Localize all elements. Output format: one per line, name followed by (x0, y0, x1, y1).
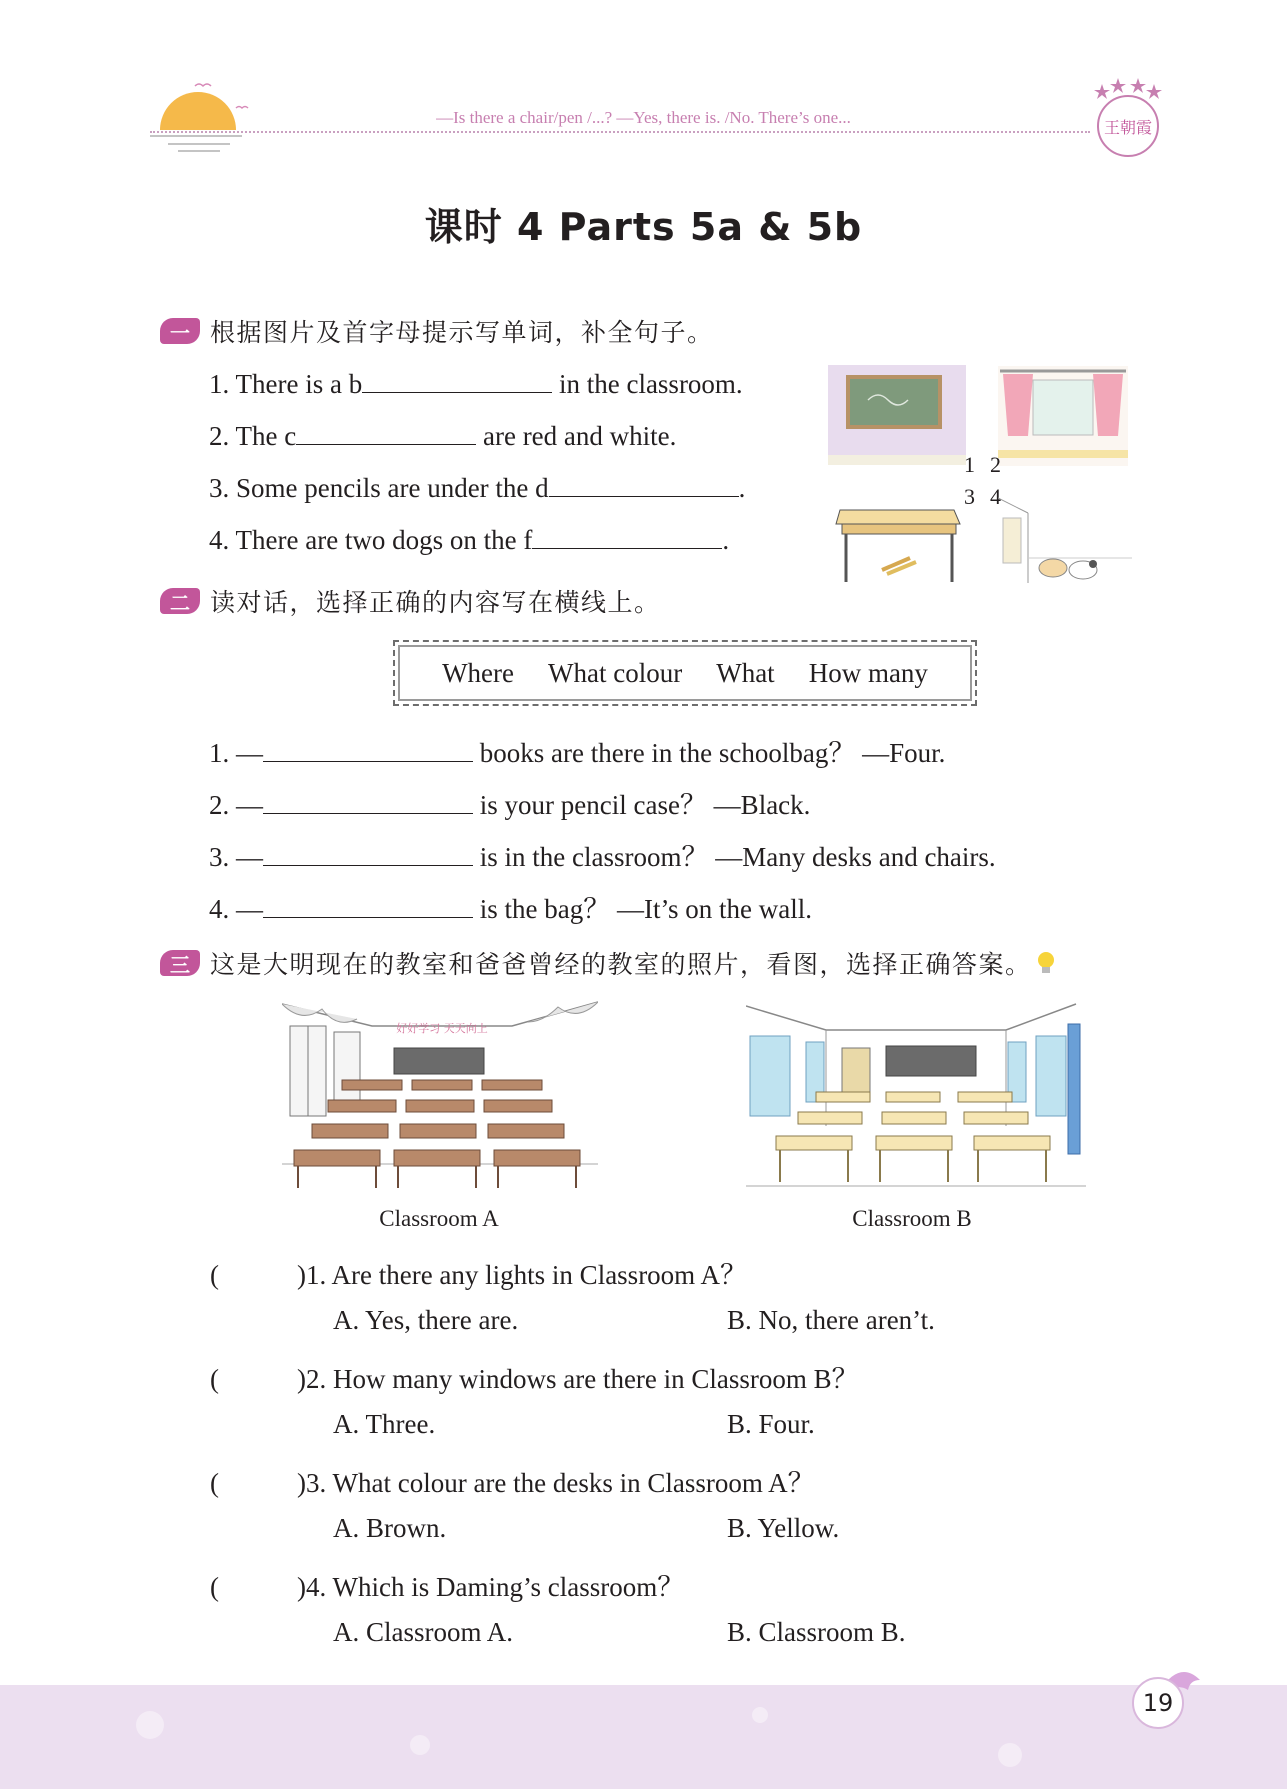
s2-item-2: 2. — is your pencil case？ —Black. (209, 783, 810, 822)
s3-q2-option-b[interactable]: B. Four. (727, 1409, 815, 1439)
s2-item-3: 3. — is in the classroom？ —Many desks and chairs. (209, 835, 996, 874)
section2-title: 读对话，选择正确的内容写在横线上。 (210, 588, 661, 617)
s2-blank-3[interactable] (263, 839, 473, 866)
word-bank-item-4: How many (808, 657, 928, 688)
header-text: —Is there a chair/pen /...? —Yes, there is. /No. There’s one... (436, 108, 851, 127)
s1-blank-4[interactable] (532, 522, 722, 549)
lightbulb-icon (1034, 950, 1058, 976)
word-bank-item-3: What (716, 657, 775, 688)
picture-desk (832, 490, 962, 590)
s3-answer-slot-3[interactable] (219, 1466, 297, 1492)
publisher-logo (1088, 76, 1168, 166)
s2-item-4: 4. — is the bag？ —It’s on the wall. (209, 887, 812, 926)
s3-question-3: ( )3. What colour are the desks in Classroom A？ (210, 1468, 815, 1498)
picture-dogs-on-floor (998, 488, 1132, 592)
classroom-a-picture (282, 996, 598, 1192)
word-bank (393, 640, 977, 706)
s2-blank-4[interactable] (263, 891, 473, 918)
page-number: 19 (1132, 1677, 1184, 1729)
s1-item-4: 4. There are two dogs on the f . (209, 522, 729, 556)
section3-badge: 三 (160, 950, 200, 976)
pic-num-3: 3 (964, 484, 975, 509)
word-bank-item-1: Where (442, 657, 515, 688)
section1-heading (160, 314, 714, 348)
picture-curtains (998, 366, 1128, 466)
caption-classroom-b: Classroom B (852, 1206, 972, 1231)
s3-answer-slot-1[interactable] (219, 1258, 297, 1284)
classroom-b-picture (746, 996, 1086, 1192)
s3-q3-option-a[interactable]: A. Brown. (333, 1513, 447, 1543)
s3-question-1: ( )1. Are there any lights in Classroom A？ (210, 1260, 747, 1290)
s3-answer-slot-4[interactable] (219, 1570, 297, 1596)
s3-answer-slot-2[interactable] (219, 1362, 297, 1388)
s1-item-3: 3. Some pencils are under the d . (209, 470, 745, 504)
s1-item-2: 2. The c are red and white. (209, 418, 676, 452)
pic-num-4: 4 (990, 484, 1001, 509)
section1-title: 根据图片及首字母提示写单词，补全句子。 (210, 318, 714, 347)
lesson-title: 课时 4 Parts 5a & 5b (424, 205, 863, 249)
s2-item-1: 1. — books are there in the schoolbag？ —Four. (209, 731, 945, 770)
pic-num-1: 1 (964, 452, 975, 477)
s3-question-2: ( )2. How many windows are there in Classroom B？ (210, 1364, 859, 1394)
s1-blank-1[interactable] (362, 366, 552, 393)
s3-q1-option-a[interactable]: A. Yes, there are. (333, 1305, 519, 1335)
picture-blackboard (828, 365, 966, 465)
s1-blank-3[interactable] (549, 470, 739, 497)
s3-q2-option-a[interactable]: A. Three. (333, 1409, 436, 1439)
section2-badge: 二 (160, 588, 200, 614)
s3-q3-option-b[interactable]: B. Yellow. (727, 1513, 840, 1543)
section2-heading (160, 584, 661, 618)
s2-blank-1[interactable] (263, 735, 473, 762)
s3-q1-option-b[interactable]: B. No, there aren’t. (727, 1305, 935, 1335)
caption-classroom-a: Classroom A (379, 1206, 499, 1231)
s1-item-1: 1. There is a b in the classroom. (209, 366, 743, 400)
s3-question-4: ( )4. Which is Daming’s classroom？ (210, 1572, 685, 1602)
s3-q4-option-a[interactable]: A. Classroom A. (333, 1617, 514, 1647)
s3-q4-option-b[interactable]: B. Classroom B. (727, 1617, 906, 1647)
s1-blank-2[interactable] (296, 418, 476, 445)
section3-heading (160, 946, 1058, 980)
footer-band (0, 1685, 1287, 1789)
word-bank-item-2: What colour (548, 657, 683, 688)
svg-text:王朝霞: 王朝霞 (1103, 118, 1153, 137)
section1-badge: 一 (160, 318, 200, 344)
header-divider (150, 131, 1090, 133)
section3-title: 这是大明现在的教室和爸爸曾经的教室的照片，看图，选择正确答案。 (210, 950, 1032, 979)
svg-text:好好学习 天天向上: 好好学习 天天向上 (396, 1022, 488, 1035)
pic-num-2: 2 (990, 452, 1001, 477)
s2-blank-2[interactable] (263, 787, 473, 814)
